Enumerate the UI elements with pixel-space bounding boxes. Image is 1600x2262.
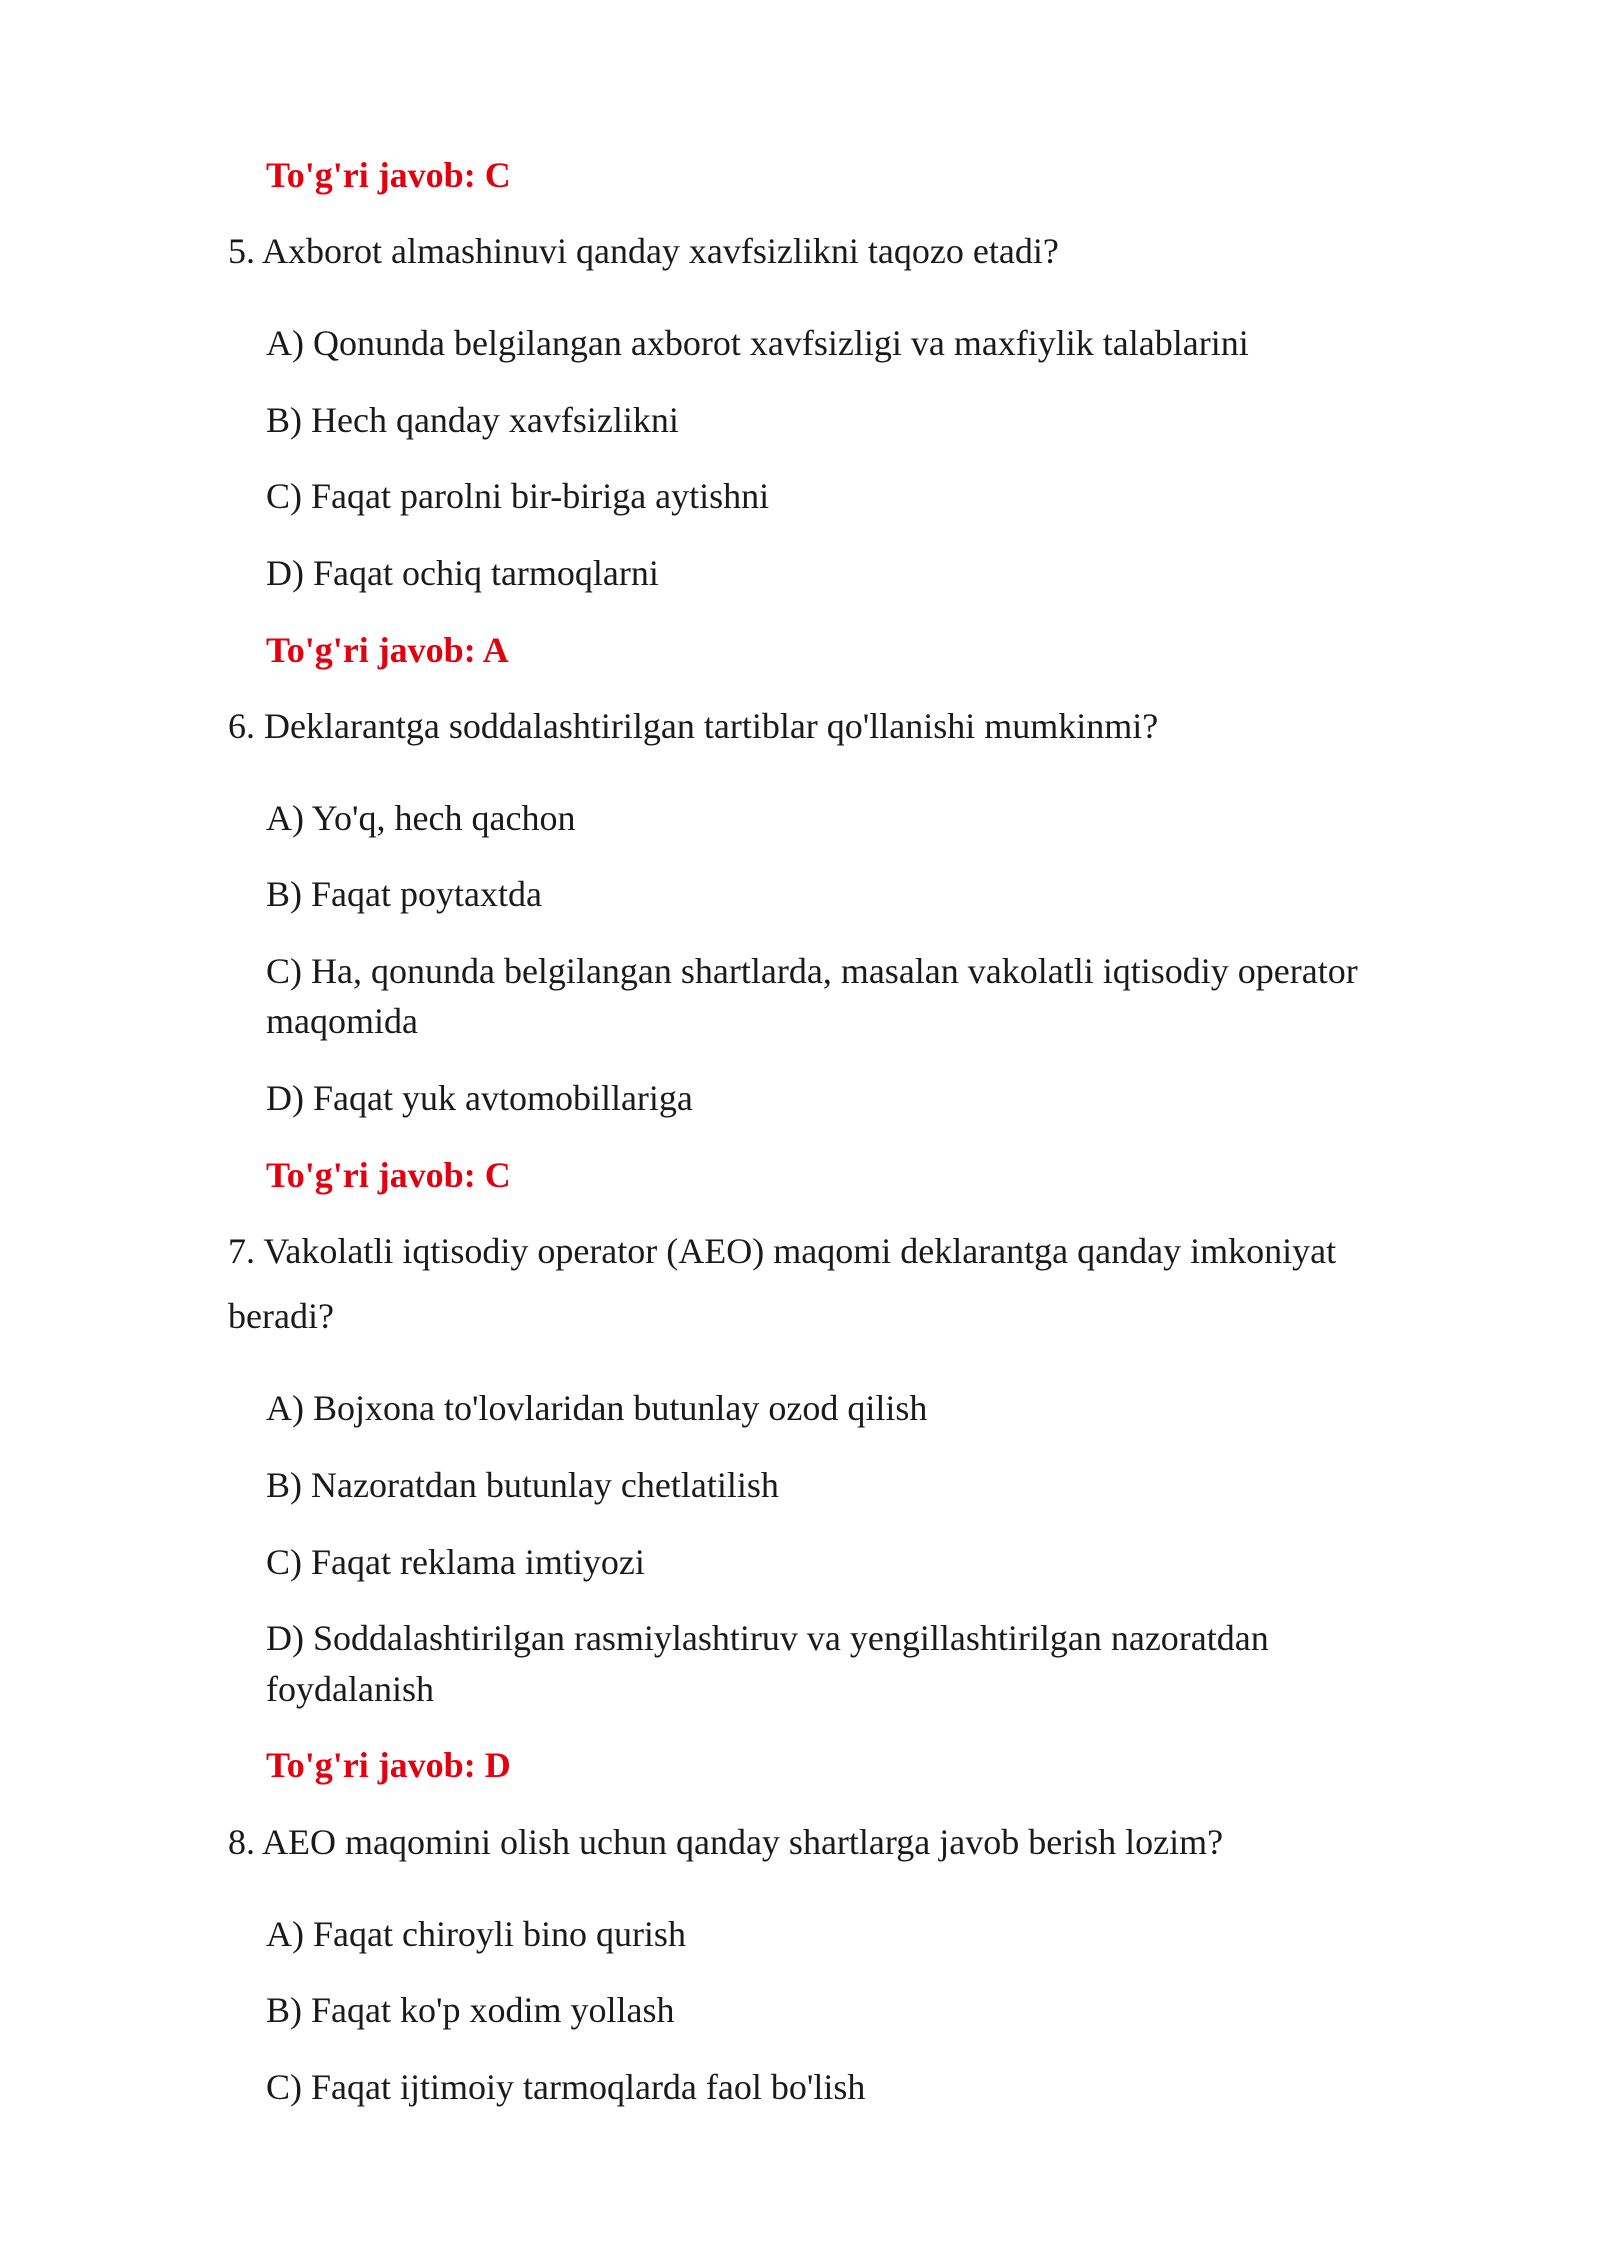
option-text: B) Faqat poytaxtda [266,874,542,914]
question-text: 8. AEO maqomini olish uchun qanday shartlarga javob berish lozim? [228,1822,1224,1862]
correct-answer-label: To'g'ri javob: A [266,630,509,670]
option-text: A) Qonunda belgilangan axborot xavfsizligi va maxfiylik talablarini [266,323,1249,363]
option-text: A) Bojxona to'lovlaridan butunlay ozod qilish [266,1388,928,1428]
option-text-continuation: maqomida [266,1001,418,1041]
option-text: D) Faqat ochiq tarmoqlarni [266,553,659,593]
correct-answer-label: To'g'ri javob: C [266,155,511,195]
question-text: 7. Vakolatli iqtisodiy operator (AEO) maqomi deklarantga qanday imkoniyat [228,1231,1337,1271]
correct-answer-label: To'g'ri javob: D [266,1745,511,1785]
option-text: D) Soddalashtirilgan rasmiylashtiruv va yengillashtirilgan nazoratdan [266,1618,1269,1658]
option-text: B) Nazoratdan butunlay chetlatilish [266,1465,779,1505]
option-text: C) Faqat parolni bir-biriga aytishni [266,476,770,516]
option-text: A) Yo'q, hech qachon [266,798,576,838]
question-text: 6. Deklarantga soddalashtirilgan tartiblar qo'llanishi mumkinmi? [228,706,1159,746]
correct-answer-label: To'g'ri javob: C [266,1155,511,1195]
option-text: C) Faqat ijtimoiy tarmoqlarda faol bo'lish [266,2067,866,2107]
option-text: B) Faqat ko'p xodim yollash [266,1990,675,2030]
option-text: A) Faqat chiroyli bino qurish [266,1914,686,1954]
option-text-continuation: foydalanish [266,1669,434,1709]
option-text: C) Faqat reklama imtiyozi [266,1542,645,1582]
option-text: D) Faqat yuk avtomobillariga [266,1078,693,1118]
option-text: B) Hech qanday xavfsizlikni [266,400,679,440]
question-text: 5. Axborot almashinuvi qanday xavfsizlikni taqozo etadi? [228,231,1059,271]
question-text-continuation: beradi? [228,1296,334,1336]
option-text: C) Ha, qonunda belgilangan shartlarda, masalan vakolatli iqtisodiy operator [266,951,1358,991]
